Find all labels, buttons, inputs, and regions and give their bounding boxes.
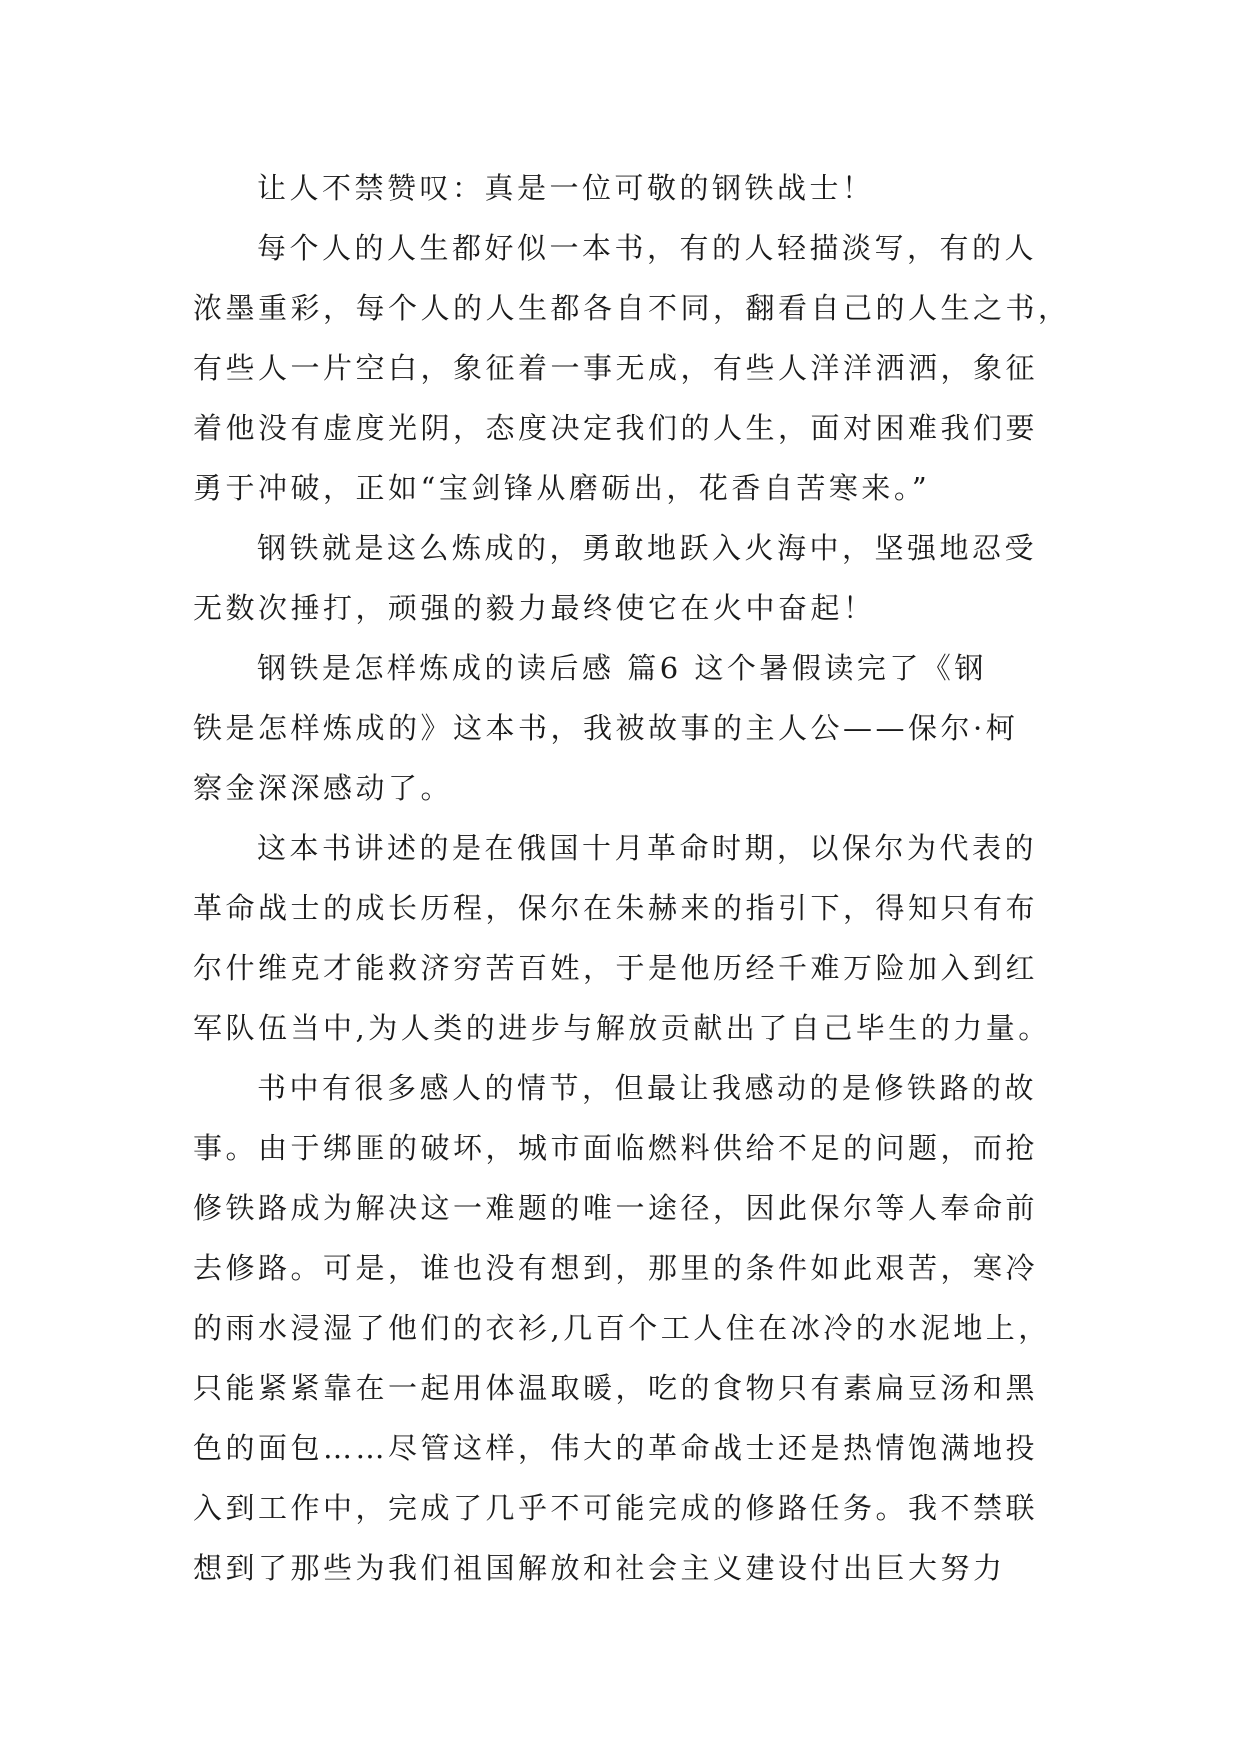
text-line: 修铁路成为解决这一难题的唯一途径，因此保尔等人奉命前 bbox=[193, 1191, 1039, 1225]
text-line: 去修路。可是，谁也没有想到，那里的条件如此艰苦，寒冷 bbox=[193, 1251, 1039, 1285]
text-line: 革命战士的成长历程，保尔在朱赫来的指引下，得知只有布 bbox=[193, 891, 1039, 925]
text-line: 察金深深感动了。 bbox=[193, 771, 454, 805]
text-line: 钢铁是怎样炼成的读后感 篇6 这个暑假读完了《钢 bbox=[257, 651, 987, 685]
text-line: 的雨水浸湿了他们的衣衫,几百个工人住在冰冷的水泥地上， bbox=[193, 1311, 1051, 1345]
text-line: 尔什维克才能救济穷苦百姓，于是他历经千难万险加入到红 bbox=[193, 951, 1039, 985]
text-line: 色的面包……尽管这样，伟大的革命战士还是热情饱满地投 bbox=[193, 1431, 1039, 1465]
text-line: 浓墨重彩，每个人的人生都各自不同，翻看自己的人生之书， bbox=[193, 291, 1071, 325]
text-line: 铁是怎样炼成的》这本书，我被故事的主人公——保尔·柯 bbox=[193, 711, 1019, 745]
text-line: 让人不禁赞叹：真是一位可敬的钢铁战士！ bbox=[257, 171, 875, 205]
text-line: 想到了那些为我们祖国解放和社会主义建设付出巨大努力 bbox=[193, 1551, 1006, 1585]
text-line: 只能紧紧靠在一起用体温取暖，吃的食物只有素扁豆汤和黑 bbox=[193, 1371, 1039, 1405]
text-line: 有些人一片空白，象征着一事无成，有些人洋洋洒洒，象征 bbox=[193, 351, 1039, 385]
text-line: 这本书讲述的是在俄国十月革命时期，以保尔为代表的 bbox=[257, 831, 1038, 865]
text-line: 入到工作中，完成了几乎不可能完成的修路任务。我不禁联 bbox=[193, 1491, 1039, 1525]
text-line: 军队伍当中,为人类的进步与解放贡献出了自己毕生的力量。 bbox=[193, 1011, 1051, 1045]
text-line: 无数次捶打，顽强的毅力最终使它在火中奋起！ bbox=[193, 591, 876, 625]
text-line: 着他没有虚度光阴，态度决定我们的人生，面对困难我们要 bbox=[193, 411, 1039, 445]
text-line: 钢铁就是这么炼成的，勇敢地跃入火海中，坚强地忍受 bbox=[257, 531, 1038, 565]
text-line: 事。由于绑匪的破坏，城市面临燃料供给不足的问题，而抢 bbox=[193, 1131, 1039, 1165]
text-line: 书中有很多感人的情节，但最让我感动的是修铁路的故 bbox=[257, 1071, 1038, 1105]
body-text bbox=[193, 158, 1071, 1598]
text-line: 勇于冲破，正如“宝剑锋从磨砺出，花香自苦寒来。” bbox=[193, 471, 931, 505]
text-line: 每个人的人生都好似一本书，有的人轻描淡写，有的人 bbox=[257, 231, 1038, 265]
